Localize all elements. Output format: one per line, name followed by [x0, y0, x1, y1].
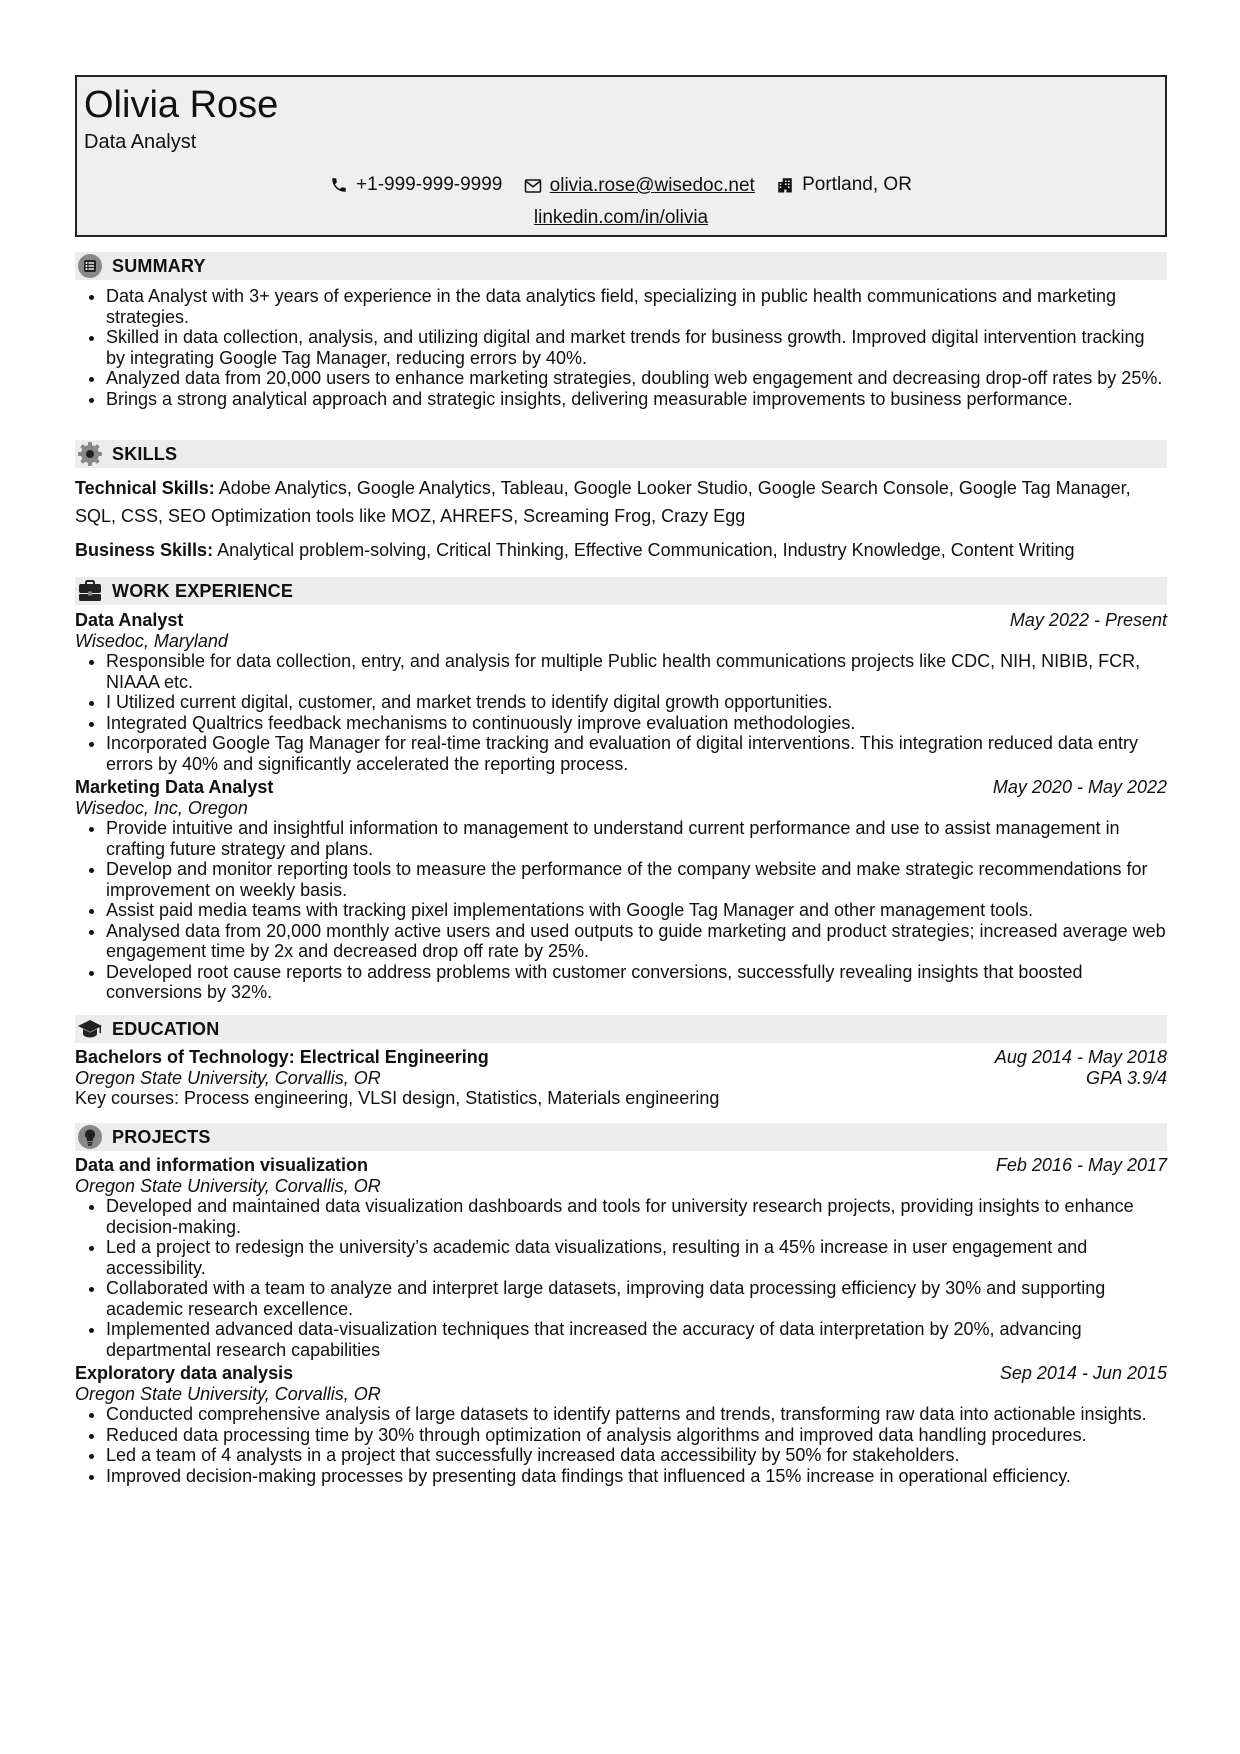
list-item: • Develop and monitor reporting tools to measure the performance of the company website and make strategic recommendations for improvement on weekly basis. [106, 859, 1167, 900]
list-item: • Assist paid media teams with tracking pixel implementations with Google Tag Manager and other management tools. [106, 900, 1167, 921]
list-item: • I Utilized current digital, customer, and market trends to identify digital growth opportunities. [106, 692, 1167, 713]
job-title: Marketing Data Analyst [75, 777, 274, 797]
list-item: • Developed root cause reports to address problems with customer conversions, successfully revealing insights that boosted conversions by 32%. [106, 962, 1167, 1003]
job-entry [75, 610, 1167, 774]
list-item: • Data Analyst with 3+ years of experience in the data analytics field, specializing in public health communications and marketing strategies. [106, 286, 1167, 327]
list-item: • Conducted comprehensive analysis of large datasets to identify patterns and trends, transforming raw data into actionable insights. [106, 1404, 1167, 1425]
project-entry [75, 1155, 1167, 1360]
degree-title: Bachelors of Technology: Electrical Engineering [75, 1047, 489, 1067]
experience-section-header [75, 577, 1167, 605]
business-skills-text: Analytical problem-solving, Critical Thinking, Effective Communication, Industry Knowledge, Content Writing [217, 540, 1075, 560]
list-item: • Led a team of 4 analysts in a project that successfully increased data accessibility by 50% for stakeholders. [106, 1445, 1167, 1466]
envelope-icon [524, 178, 542, 194]
project-entry [75, 1363, 1167, 1486]
list-item: • Improved decision-making processes by presenting data findings that influenced a 15% increase in operational efficiency. [106, 1466, 1167, 1487]
skills-body [75, 474, 1167, 564]
education-section-header [75, 1015, 1167, 1043]
location-text: Portland, OR [802, 174, 912, 195]
linkedin-row [77, 206, 1165, 230]
projects-section-header [75, 1123, 1167, 1151]
linkedin-link[interactable]: linkedin.com/in/olivia [533, 207, 709, 228]
technical-skills-text: Adobe Analytics, Google Analytics, Tableau, Google Looker Studio, Google Search Console, Google Tag Manager, SQL, CSS, SEO Optimization tools like MOZ, AHREFS, Screaming Frog, Crazy Egg [75, 478, 1131, 526]
graduation-cap-icon [77, 1016, 103, 1042]
education-dates: Aug 2014 - May 2018 [994, 1047, 1167, 1067]
project-org: Oregon State University, Corvallis, OR [75, 1175, 381, 1196]
list-item: • Analyzed data from 20,000 users to enhance marketing strategies, doubling web engagement and decreasing drop-off rates by 25%. [106, 368, 1167, 389]
building-icon [776, 176, 794, 194]
list-item: • Developed and maintained data visualization dashboards and tools for university research projects, providing insights to enhance decision-making. [106, 1196, 1167, 1237]
list-icon [77, 253, 103, 279]
phone-number: +1-999-999-9999 [356, 174, 503, 195]
phone-icon [330, 176, 348, 194]
experience-title: WORK EXPERIENCE [112, 581, 294, 601]
list-item: • Skilled in data collection, analysis, and utilizing digital and market trends for business growth. Improved digital intervention tracking by integrating Google Tag Manager, reducing errors by 40%. [106, 327, 1167, 368]
skills-title: SKILLS [112, 444, 178, 464]
technical-skills [75, 474, 1167, 530]
education-title: EDUCATION [112, 1019, 220, 1039]
skills-section-header [75, 440, 1167, 468]
education-body [75, 1047, 1167, 1109]
email-link[interactable]: olivia.rose@wisedoc.net [549, 175, 755, 196]
list-item: • Brings a strong analytical approach and strategic insights, delivering measurable improvements to business performance. [106, 389, 1167, 410]
candidate-name: Olivia Rose [84, 84, 279, 126]
list-item: • Integrated Qualtrics feedback mechanisms to continuously improve evaluation methodologies. [106, 713, 1167, 734]
phone-item [330, 173, 502, 197]
project-title: Exploratory data analysis [75, 1363, 294, 1383]
project-title: Data and information visualization [75, 1155, 369, 1175]
experience-body [75, 610, 1167, 1003]
project-dates: Feb 2016 - May 2017 [995, 1155, 1167, 1175]
list-item: • Incorporated Google Tag Manager for real-time tracking and evaluation of digital interventions. This integration reduced data entry errors by 40% and significantly accelerated the reporting process. [106, 733, 1167, 774]
job-dates: May 2022 - Present [1009, 610, 1167, 630]
projects-title: PROJECTS [112, 1127, 211, 1147]
email-item[interactable] [524, 174, 755, 198]
briefcase-icon [77, 578, 103, 604]
job-company: Wisedoc, Inc, Oregon [75, 797, 248, 818]
lightbulb-icon [77, 1124, 103, 1150]
summary-section-header [75, 252, 1167, 280]
business-skills-label: Business Skills: [75, 540, 214, 560]
candidate-role: Data Analyst [84, 131, 197, 153]
project-org: Oregon State University, Corvallis, OR [75, 1383, 381, 1404]
contact-row [77, 173, 1165, 201]
school-name: Oregon State University, Corvallis, OR [75, 1067, 381, 1088]
list-item: • Reduced data processing time by 30% through optimization of analysis algorithms and improved data handling procedures. [106, 1425, 1167, 1446]
list-item: • Collaborated with a team to analyze and interpret large datasets, improving data processing efficiency by 30% and supporting academic research excellence. [106, 1278, 1167, 1319]
job-dates: May 2020 - May 2022 [992, 777, 1167, 797]
location-item [776, 173, 912, 197]
list-item: • Provide intuitive and insightful information to management to understand current performance and use to assist management in crafting future strategy and plans. [106, 818, 1167, 859]
key-courses: Key courses: Process engineering, VLSI design, Statistics, Materials engineering [75, 1088, 720, 1108]
projects-body [75, 1155, 1167, 1486]
business-skills [75, 536, 1167, 564]
technical-skills-label: Technical Skills: [75, 478, 215, 498]
project-dates: Sep 2014 - Jun 2015 [999, 1363, 1167, 1383]
job-title: Data Analyst [75, 610, 184, 630]
summary-body [75, 286, 1167, 409]
list-item: • Analysed data from 20,000 monthly active users and used outputs to guide marketing and product strategies; increased average web engagement time by 2x and decreased drop off rate by 25%. [106, 921, 1167, 962]
resume-header [75, 75, 1167, 237]
job-entry [75, 777, 1167, 1003]
job-company: Wisedoc, Maryland [75, 630, 228, 651]
list-item: • Implemented advanced data-visualization techniques that increased the accuracy of data interpretation by 20%, advancing departmental research capabilities [106, 1319, 1167, 1360]
summary-title: SUMMARY [112, 256, 206, 276]
list-item: • Led a project to redesign the university’s academic data visualizations, resulting in a 45% increase in user engagement and accessibility. [106, 1237, 1167, 1278]
list-item: • Responsible for data collection, entry, and analysis for multiple Public health communications projects like CDC, NIH, NIBIB, FCR, NIAAA etc. [106, 651, 1167, 692]
gpa: GPA 3.9/4 [1085, 1067, 1167, 1088]
gear-icon [77, 441, 103, 467]
